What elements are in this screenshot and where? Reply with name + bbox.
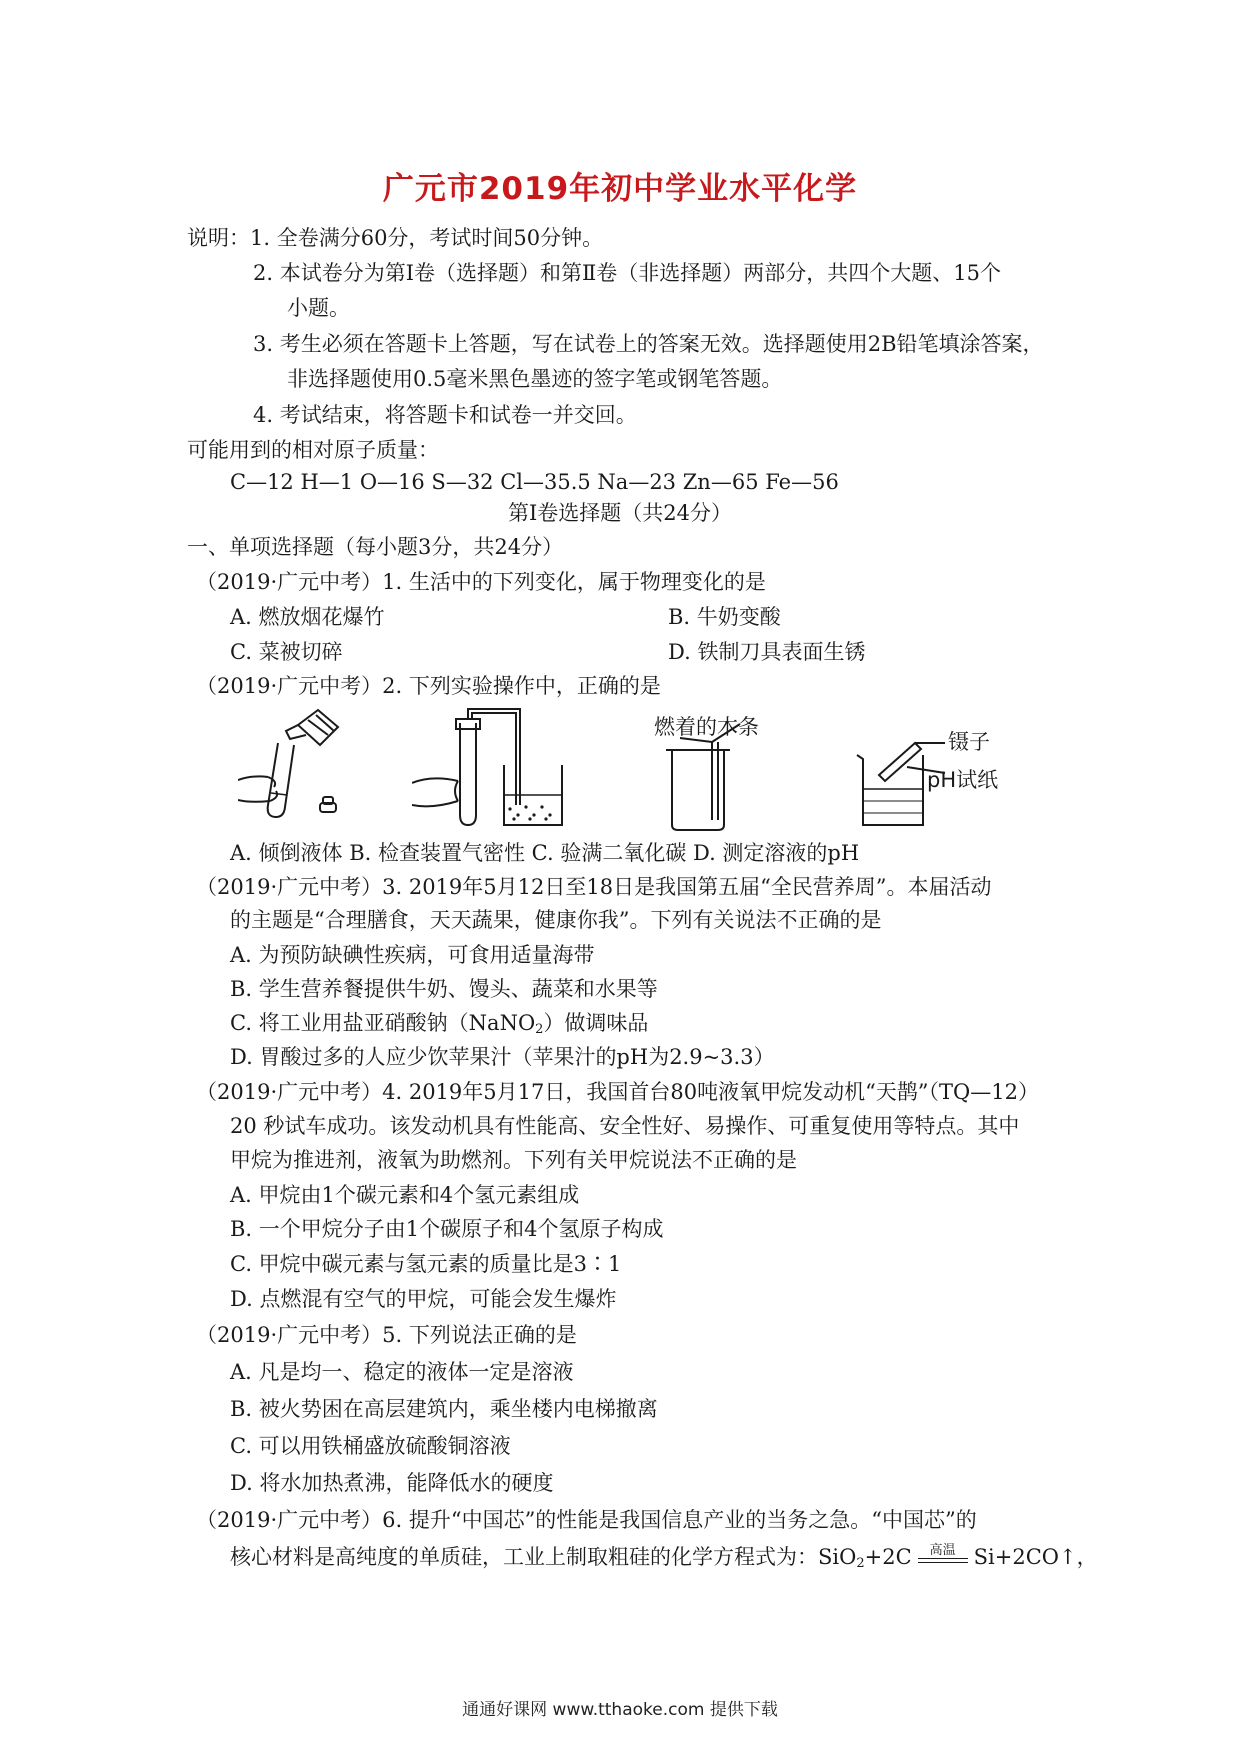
fig-co2-full-test (650, 710, 850, 835)
q5-option-b: B. 被火势困在高层建筑内，乘坐楼内电梯撤离 (230, 1397, 658, 1421)
q3-option-c-text: C. 将工业用盐亚硝酸钠（NaNO (230, 1011, 536, 1035)
footer-source: 通通好课网 www.tthaoke.com 提供下载 (462, 1700, 778, 1720)
q4-option-d: D. 点燃混有空气的甲烷，可能会发生爆炸 (230, 1287, 617, 1311)
q1-option-d: D. 铁制刀具表面生锈 (668, 640, 866, 664)
q3-option-a: A. 为预防缺碘性疾病，可食用适量海带 (230, 943, 595, 967)
fig-air-tightness-check (412, 705, 572, 830)
fig-ph-test (855, 715, 1055, 830)
q6-reactant: +2C (864, 1545, 912, 1569)
q1-option-b: B. 牛奶变酸 (668, 605, 781, 629)
q4-option-a: A. 甲烷由1个碳元素和4个氢元素组成 (230, 1183, 580, 1207)
note-item-2-cont: 小题。 (287, 296, 350, 320)
note-item-1: 1. 全卷满分60分，考试时间50分钟。 (250, 226, 604, 250)
q2-stem: （2019·广元中考）2. 下列实验操作中，正确的是 (196, 674, 661, 698)
fig-label-burning-stick: 燃着的木条 (654, 715, 759, 739)
note-item-3-cont: 非选择题使用0.5毫米黑色墨迹的签字笔或钢笔答题。 (287, 367, 783, 391)
q3-option-c (230, 1008, 648, 1045)
note-item-4: 4. 考试结束，将答题卡和试卷一并交回。 (253, 403, 637, 427)
q3-option-b: B. 学生营养餐提供牛奶、馒头、蔬菜和水果等 (230, 977, 658, 1001)
q5-stem: （2019·广元中考）5. 下列说法正确的是 (196, 1323, 577, 1347)
q4-stem-1: （2019·广元中考）4. 2019年5月17日，我国首台80吨液氧甲烷发动机“天鹊”（TQ—12） (196, 1080, 1039, 1104)
q2-options: A. 倾倒液体 B. 检查装置气密性 C. 验满二氧化碳 D. 测定溶液的pH (230, 841, 860, 865)
q3-stem-2: 的主题是“合理膳食，天天蔬果，健康你我”。下列有关说法不正确的是 (230, 908, 882, 932)
q1-stem: （2019·广元中考）1. 生活中的下列变化，属于物理变化的是 (196, 570, 766, 594)
q3-option-c-text-end: ）做调味品 (543, 1011, 649, 1035)
reaction-condition-sign (916, 1544, 970, 1566)
q5-option-a: A. 凡是均一、稳定的液体一定是溶液 (230, 1360, 574, 1384)
q6-product: Si+2CO↑， (973, 1545, 1098, 1569)
fig-label-ph-paper: pH试纸 (927, 768, 999, 792)
q3-option-d: D. 胃酸过多的人应少饮苹果汁（苹果汁的pH为2.9~3.3） (230, 1045, 775, 1069)
notes-label: 说明： (187, 226, 250, 250)
q6-stem-2 (230, 1542, 1098, 1579)
q5-option-d: D. 将水加热煮沸，能降低水的硬度 (230, 1471, 554, 1495)
atomic-mass-values: C—12 H—1 O—16 S—32 Cl—35.5 Na—23 Zn—65 Fe—56 (230, 470, 839, 494)
q4-option-c: C. 甲烷中碳元素与氢元素的质量比是3∶1 (230, 1252, 622, 1276)
note-item-2: 2. 本试卷分为第Ⅰ卷（选择题）和第Ⅱ卷（非选择题）两部分，共四个大题、15个 (253, 261, 1001, 285)
q1-option-a: A. 燃放烟花爆竹 (230, 605, 385, 629)
page-title: 广元市2019年初中学业水平化学 (382, 171, 858, 207)
q6-stem-1: （2019·广元中考）6. 提升“中国芯”的性能是我国信息产业的当务之急。“中国芯”的 (196, 1508, 977, 1532)
reaction-condition: 高温 (929, 1543, 956, 1558)
note-item-3: 3. 考生必须在答题卡上答题，写在试卷上的答案无效。选择题使用2B铅笔填涂答案， (253, 332, 1044, 356)
notes-lead (187, 223, 603, 253)
q4-option-b: B. 一个甲烷分子由1个碳原子和4个氢原子构成 (230, 1217, 664, 1241)
q3-option-c-subscript: 2 (535, 1022, 544, 1037)
part1-title: 一、单项选择题（每小题3分，共24分） (187, 535, 564, 559)
fig-pouring-liquid (238, 705, 358, 825)
q1-option-c: C. 菜被切碎 (230, 640, 343, 664)
q6-subscript: 2 (856, 1556, 865, 1571)
q4-stem-3: 甲烷为推进剂，液氧为助燃剂。下列有关甲烷说法不正确的是 (230, 1148, 797, 1172)
fig-label-tweezers: 镊子 (948, 730, 990, 754)
section1-title: 第Ⅰ卷选择题（共24分） (507, 501, 733, 525)
q4-stem-2: 20 秒试车成功。该发动机具有性能高、安全性好、易操作、可重复使用等特点。其中 (230, 1114, 1020, 1138)
q5-option-c: C. 可以用铁桶盛放硫酸铜溶液 (230, 1434, 511, 1458)
atomic-mass-label: 可能用到的相对原子质量： (187, 438, 439, 462)
q6-stem-2-text: 核心材料是高纯度的单质硅，工业上制取粗硅的化学方程式为：SiO (230, 1545, 857, 1569)
q3-stem-1: （2019·广元中考）3. 2019年5月12日至18日是我国第五届“全民营养周”。本届活动 (196, 875, 992, 899)
